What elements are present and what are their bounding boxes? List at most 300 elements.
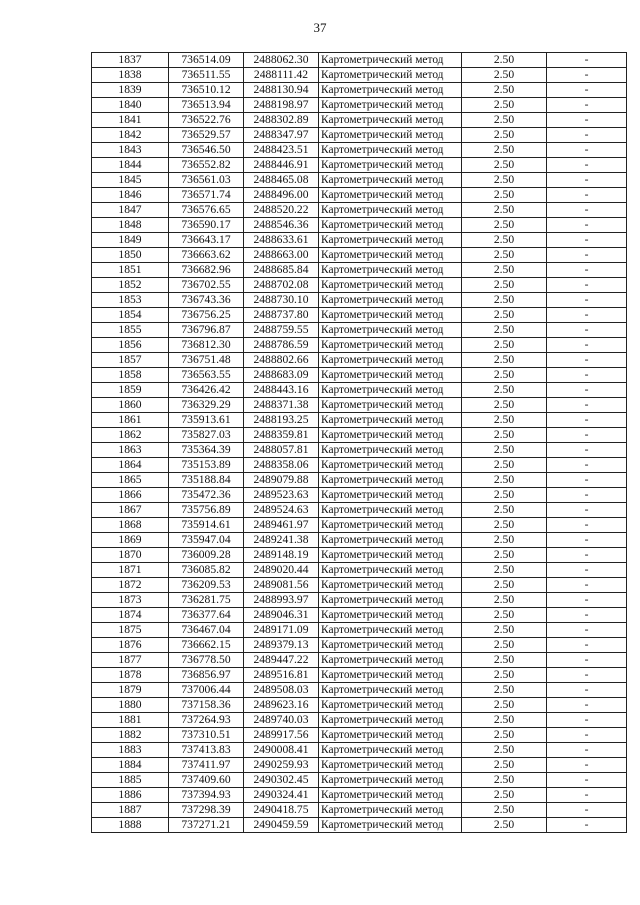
y-coordinate-cell: 2490324.41 xyxy=(244,788,319,803)
point-number-cell: 1841 xyxy=(92,113,169,128)
coordinates-table xyxy=(91,52,627,833)
y-coordinate-cell: 2488465.08 xyxy=(244,173,319,188)
table-row xyxy=(92,638,627,653)
point-number-cell: 1880 xyxy=(92,698,169,713)
table-row xyxy=(92,698,627,713)
table-row xyxy=(92,128,627,143)
y-coordinate-cell: 2488759.55 xyxy=(244,323,319,338)
y-coordinate-cell: 2488111.42 xyxy=(244,68,319,83)
table-row xyxy=(92,593,627,608)
table-row xyxy=(92,488,627,503)
y-coordinate-cell: 2488663.00 xyxy=(244,248,319,263)
x-coordinate-cell: 736513.94 xyxy=(169,98,244,113)
method-cell: Картометрический метод xyxy=(319,593,462,608)
method-cell: Картометрический метод xyxy=(319,683,462,698)
table-row xyxy=(92,398,627,413)
y-coordinate-cell: 2488198.97 xyxy=(244,98,319,113)
x-coordinate-cell: 736377.64 xyxy=(169,608,244,623)
table-row xyxy=(92,713,627,728)
note-cell: - xyxy=(547,773,627,788)
x-coordinate-cell: 736510.12 xyxy=(169,83,244,98)
accuracy-cell: 2.50 xyxy=(462,788,547,803)
x-coordinate-cell: 736563.55 xyxy=(169,368,244,383)
table-row xyxy=(92,518,627,533)
y-coordinate-cell: 2489461.97 xyxy=(244,518,319,533)
point-number-cell: 1866 xyxy=(92,488,169,503)
table-row xyxy=(92,293,627,308)
method-cell: Картометрический метод xyxy=(319,353,462,368)
method-cell: Картометрический метод xyxy=(319,203,462,218)
accuracy-cell: 2.50 xyxy=(462,458,547,473)
point-number-cell: 1848 xyxy=(92,218,169,233)
note-cell: - xyxy=(547,788,627,803)
point-number-cell: 1838 xyxy=(92,68,169,83)
note-cell: - xyxy=(547,653,627,668)
x-coordinate-cell: 735827.03 xyxy=(169,428,244,443)
y-coordinate-cell: 2488359.81 xyxy=(244,428,319,443)
point-number-cell: 1863 xyxy=(92,443,169,458)
method-cell: Картометрический метод xyxy=(319,233,462,248)
note-cell: - xyxy=(547,143,627,158)
accuracy-cell: 2.50 xyxy=(462,608,547,623)
note-cell: - xyxy=(547,173,627,188)
y-coordinate-cell: 2490259.93 xyxy=(244,758,319,773)
point-number-cell: 1855 xyxy=(92,323,169,338)
y-coordinate-cell: 2488737.80 xyxy=(244,308,319,323)
note-cell: - xyxy=(547,203,627,218)
method-cell: Картометрический метод xyxy=(319,113,462,128)
note-cell: - xyxy=(547,248,627,263)
accuracy-cell: 2.50 xyxy=(462,503,547,518)
note-cell: - xyxy=(547,578,627,593)
table-row xyxy=(92,743,627,758)
x-coordinate-cell: 737158.36 xyxy=(169,698,244,713)
x-coordinate-cell: 736778.50 xyxy=(169,653,244,668)
table-row xyxy=(92,338,627,353)
y-coordinate-cell: 2489081.56 xyxy=(244,578,319,593)
table-row xyxy=(92,683,627,698)
table-row xyxy=(92,818,627,833)
x-coordinate-cell: 736522.76 xyxy=(169,113,244,128)
x-coordinate-cell: 736467.04 xyxy=(169,623,244,638)
accuracy-cell: 2.50 xyxy=(462,533,547,548)
table-row xyxy=(92,458,627,473)
note-cell: - xyxy=(547,563,627,578)
y-coordinate-cell: 2488193.25 xyxy=(244,413,319,428)
point-number-cell: 1871 xyxy=(92,563,169,578)
point-number-cell: 1860 xyxy=(92,398,169,413)
y-coordinate-cell: 2489447.22 xyxy=(244,653,319,668)
x-coordinate-cell: 737413.83 xyxy=(169,743,244,758)
accuracy-cell: 2.50 xyxy=(462,353,547,368)
x-coordinate-cell: 736576.65 xyxy=(169,203,244,218)
method-cell: Картометрический метод xyxy=(319,413,462,428)
method-cell: Картометрический метод xyxy=(319,218,462,233)
y-coordinate-cell: 2489020.44 xyxy=(244,563,319,578)
method-cell: Картометрический метод xyxy=(319,458,462,473)
point-number-cell: 1856 xyxy=(92,338,169,353)
point-number-cell: 1884 xyxy=(92,758,169,773)
x-coordinate-cell: 737310.51 xyxy=(169,728,244,743)
accuracy-cell: 2.50 xyxy=(462,248,547,263)
note-cell: - xyxy=(547,668,627,683)
point-number-cell: 1885 xyxy=(92,773,169,788)
accuracy-cell: 2.50 xyxy=(462,413,547,428)
point-number-cell: 1879 xyxy=(92,683,169,698)
y-coordinate-cell: 2488371.38 xyxy=(244,398,319,413)
accuracy-cell: 2.50 xyxy=(462,593,547,608)
method-cell: Картометрический метод xyxy=(319,578,462,593)
table-row xyxy=(92,143,627,158)
x-coordinate-cell: 735913.61 xyxy=(169,413,244,428)
method-cell: Картометрический метод xyxy=(319,398,462,413)
note-cell: - xyxy=(547,743,627,758)
x-coordinate-cell: 736552.82 xyxy=(169,158,244,173)
point-number-cell: 1867 xyxy=(92,503,169,518)
accuracy-cell: 2.50 xyxy=(462,548,547,563)
point-number-cell: 1864 xyxy=(92,458,169,473)
method-cell: Картометрический метод xyxy=(319,323,462,338)
note-cell: - xyxy=(547,338,627,353)
y-coordinate-cell: 2489917.56 xyxy=(244,728,319,743)
x-coordinate-cell: 736426.42 xyxy=(169,383,244,398)
table-row xyxy=(92,113,627,128)
method-cell: Картометрический метод xyxy=(319,383,462,398)
accuracy-cell: 2.50 xyxy=(462,188,547,203)
note-cell: - xyxy=(547,758,627,773)
method-cell: Картометрический метод xyxy=(319,698,462,713)
x-coordinate-cell: 736529.57 xyxy=(169,128,244,143)
y-coordinate-cell: 2489516.81 xyxy=(244,668,319,683)
table-row xyxy=(92,413,627,428)
method-cell: Картометрический метод xyxy=(319,488,462,503)
method-cell: Картометрический метод xyxy=(319,68,462,83)
note-cell: - xyxy=(547,53,627,68)
note-cell: - xyxy=(547,803,627,818)
x-coordinate-cell: 736643.17 xyxy=(169,233,244,248)
accuracy-cell: 2.50 xyxy=(462,683,547,698)
accuracy-cell: 2.50 xyxy=(462,368,547,383)
x-coordinate-cell: 735914.61 xyxy=(169,518,244,533)
y-coordinate-cell: 2489623.16 xyxy=(244,698,319,713)
accuracy-cell: 2.50 xyxy=(462,473,547,488)
table-row xyxy=(92,578,627,593)
x-coordinate-cell: 736663.62 xyxy=(169,248,244,263)
y-coordinate-cell: 2488423.51 xyxy=(244,143,319,158)
note-cell: - xyxy=(547,323,627,338)
accuracy-cell: 2.50 xyxy=(462,638,547,653)
y-coordinate-cell: 2489241.38 xyxy=(244,533,319,548)
x-coordinate-cell: 736329.29 xyxy=(169,398,244,413)
accuracy-cell: 2.50 xyxy=(462,308,547,323)
method-cell: Картометрический метод xyxy=(319,98,462,113)
accuracy-cell: 2.50 xyxy=(462,758,547,773)
y-coordinate-cell: 2488802.66 xyxy=(244,353,319,368)
accuracy-cell: 2.50 xyxy=(462,68,547,83)
table-row xyxy=(92,83,627,98)
table-row xyxy=(92,473,627,488)
note-cell: - xyxy=(547,158,627,173)
accuracy-cell: 2.50 xyxy=(462,53,547,68)
point-number-cell: 1882 xyxy=(92,728,169,743)
note-cell: - xyxy=(547,113,627,128)
accuracy-cell: 2.50 xyxy=(462,98,547,113)
table-row xyxy=(92,68,627,83)
accuracy-cell: 2.50 xyxy=(462,218,547,233)
x-coordinate-cell: 736812.30 xyxy=(169,338,244,353)
table-row xyxy=(92,248,627,263)
point-number-cell: 1857 xyxy=(92,353,169,368)
y-coordinate-cell: 2490418.75 xyxy=(244,803,319,818)
table-row xyxy=(92,173,627,188)
table-row xyxy=(92,803,627,818)
x-coordinate-cell: 735188.84 xyxy=(169,473,244,488)
note-cell: - xyxy=(547,818,627,833)
method-cell: Картометрический метод xyxy=(319,263,462,278)
table-row xyxy=(92,368,627,383)
y-coordinate-cell: 2489079.88 xyxy=(244,473,319,488)
x-coordinate-cell: 737006.44 xyxy=(169,683,244,698)
note-cell: - xyxy=(547,128,627,143)
x-coordinate-cell: 737409.60 xyxy=(169,773,244,788)
accuracy-cell: 2.50 xyxy=(462,668,547,683)
point-number-cell: 1872 xyxy=(92,578,169,593)
accuracy-cell: 2.50 xyxy=(462,383,547,398)
accuracy-cell: 2.50 xyxy=(462,518,547,533)
table-row xyxy=(92,443,627,458)
method-cell: Картометрический метод xyxy=(319,188,462,203)
point-number-cell: 1850 xyxy=(92,248,169,263)
y-coordinate-cell: 2489379.13 xyxy=(244,638,319,653)
accuracy-cell: 2.50 xyxy=(462,83,547,98)
method-cell: Картометрический метод xyxy=(319,368,462,383)
point-number-cell: 1852 xyxy=(92,278,169,293)
note-cell: - xyxy=(547,683,627,698)
accuracy-cell: 2.50 xyxy=(462,173,547,188)
y-coordinate-cell: 2488633.61 xyxy=(244,233,319,248)
table-row xyxy=(92,278,627,293)
accuracy-cell: 2.50 xyxy=(462,263,547,278)
point-number-cell: 1862 xyxy=(92,428,169,443)
note-cell: - xyxy=(547,638,627,653)
accuracy-cell: 2.50 xyxy=(462,428,547,443)
method-cell: Картометрический метод xyxy=(319,173,462,188)
x-coordinate-cell: 737271.21 xyxy=(169,818,244,833)
accuracy-cell: 2.50 xyxy=(462,743,547,758)
x-coordinate-cell: 736281.75 xyxy=(169,593,244,608)
point-number-cell: 1868 xyxy=(92,518,169,533)
method-cell: Картометрический метод xyxy=(319,128,462,143)
point-number-cell: 1851 xyxy=(92,263,169,278)
point-number-cell: 1837 xyxy=(92,53,169,68)
x-coordinate-cell: 736743.36 xyxy=(169,293,244,308)
method-cell: Картометрический метод xyxy=(319,773,462,788)
point-number-cell: 1869 xyxy=(92,533,169,548)
note-cell: - xyxy=(547,233,627,248)
y-coordinate-cell: 2488683.09 xyxy=(244,368,319,383)
table-row xyxy=(92,53,627,68)
x-coordinate-cell: 736756.25 xyxy=(169,308,244,323)
x-coordinate-cell: 736751.48 xyxy=(169,353,244,368)
note-cell: - xyxy=(547,413,627,428)
point-number-cell: 1847 xyxy=(92,203,169,218)
y-coordinate-cell: 2489171.09 xyxy=(244,623,319,638)
x-coordinate-cell: 736702.55 xyxy=(169,278,244,293)
table-row xyxy=(92,758,627,773)
x-coordinate-cell: 736546.50 xyxy=(169,143,244,158)
note-cell: - xyxy=(547,428,627,443)
note-cell: - xyxy=(547,188,627,203)
y-coordinate-cell: 2488302.89 xyxy=(244,113,319,128)
table-row xyxy=(92,788,627,803)
method-cell: Картометрический метод xyxy=(319,668,462,683)
x-coordinate-cell: 736571.74 xyxy=(169,188,244,203)
note-cell: - xyxy=(547,458,627,473)
accuracy-cell: 2.50 xyxy=(462,293,547,308)
method-cell: Картометрический метод xyxy=(319,563,462,578)
note-cell: - xyxy=(547,353,627,368)
table-row xyxy=(92,383,627,398)
x-coordinate-cell: 737394.93 xyxy=(169,788,244,803)
y-coordinate-cell: 2488057.81 xyxy=(244,443,319,458)
y-coordinate-cell: 2489523.63 xyxy=(244,488,319,503)
y-coordinate-cell: 2488685.84 xyxy=(244,263,319,278)
point-number-cell: 1876 xyxy=(92,638,169,653)
x-coordinate-cell: 736590.17 xyxy=(169,218,244,233)
accuracy-cell: 2.50 xyxy=(462,143,547,158)
y-coordinate-cell: 2488496.00 xyxy=(244,188,319,203)
x-coordinate-cell: 736662.15 xyxy=(169,638,244,653)
y-coordinate-cell: 2488702.08 xyxy=(244,278,319,293)
method-cell: Картометрический метод xyxy=(319,818,462,833)
table-row xyxy=(92,188,627,203)
y-coordinate-cell: 2488358.06 xyxy=(244,458,319,473)
accuracy-cell: 2.50 xyxy=(462,113,547,128)
point-number-cell: 1842 xyxy=(92,128,169,143)
note-cell: - xyxy=(547,503,627,518)
point-number-cell: 1839 xyxy=(92,83,169,98)
method-cell: Картометрический метод xyxy=(319,803,462,818)
y-coordinate-cell: 2489148.19 xyxy=(244,548,319,563)
accuracy-cell: 2.50 xyxy=(462,338,547,353)
method-cell: Картометрический метод xyxy=(319,608,462,623)
accuracy-cell: 2.50 xyxy=(462,578,547,593)
note-cell: - xyxy=(547,368,627,383)
point-number-cell: 1865 xyxy=(92,473,169,488)
accuracy-cell: 2.50 xyxy=(462,773,547,788)
accuracy-cell: 2.50 xyxy=(462,233,547,248)
note-cell: - xyxy=(547,698,627,713)
accuracy-cell: 2.50 xyxy=(462,698,547,713)
y-coordinate-cell: 2488993.97 xyxy=(244,593,319,608)
table-row xyxy=(92,548,627,563)
y-coordinate-cell: 2489508.03 xyxy=(244,683,319,698)
note-cell: - xyxy=(547,218,627,233)
point-number-cell: 1846 xyxy=(92,188,169,203)
x-coordinate-cell: 736682.96 xyxy=(169,263,244,278)
note-cell: - xyxy=(547,443,627,458)
method-cell: Картометрический метод xyxy=(319,743,462,758)
point-number-cell: 1881 xyxy=(92,713,169,728)
note-cell: - xyxy=(547,83,627,98)
point-number-cell: 1849 xyxy=(92,233,169,248)
method-cell: Картометрический метод xyxy=(319,518,462,533)
point-number-cell: 1883 xyxy=(92,743,169,758)
y-coordinate-cell: 2489740.03 xyxy=(244,713,319,728)
x-coordinate-cell: 736796.87 xyxy=(169,323,244,338)
accuracy-cell: 2.50 xyxy=(462,728,547,743)
accuracy-cell: 2.50 xyxy=(462,818,547,833)
x-coordinate-cell: 736009.28 xyxy=(169,548,244,563)
table-row xyxy=(92,533,627,548)
method-cell: Картометрический метод xyxy=(319,158,462,173)
accuracy-cell: 2.50 xyxy=(462,278,547,293)
accuracy-cell: 2.50 xyxy=(462,128,547,143)
point-number-cell: 1845 xyxy=(92,173,169,188)
x-coordinate-cell: 736561.03 xyxy=(169,173,244,188)
point-number-cell: 1853 xyxy=(92,293,169,308)
accuracy-cell: 2.50 xyxy=(462,803,547,818)
point-number-cell: 1886 xyxy=(92,788,169,803)
table-row xyxy=(92,323,627,338)
y-coordinate-cell: 2490302.45 xyxy=(244,773,319,788)
note-cell: - xyxy=(547,713,627,728)
y-coordinate-cell: 2488443.16 xyxy=(244,383,319,398)
note-cell: - xyxy=(547,278,627,293)
note-cell: - xyxy=(547,398,627,413)
method-cell: Картометрический метод xyxy=(319,473,462,488)
table-row xyxy=(92,503,627,518)
note-cell: - xyxy=(547,383,627,398)
point-number-cell: 1888 xyxy=(92,818,169,833)
y-coordinate-cell: 2488546.36 xyxy=(244,218,319,233)
note-cell: - xyxy=(547,623,627,638)
y-coordinate-cell: 2490459.59 xyxy=(244,818,319,833)
x-coordinate-cell: 736514.09 xyxy=(169,53,244,68)
point-number-cell: 1887 xyxy=(92,803,169,818)
method-cell: Картометрический метод xyxy=(319,728,462,743)
x-coordinate-cell: 737298.39 xyxy=(169,803,244,818)
x-coordinate-cell: 736511.55 xyxy=(169,68,244,83)
accuracy-cell: 2.50 xyxy=(462,158,547,173)
table-row xyxy=(92,668,627,683)
table-row xyxy=(92,623,627,638)
y-coordinate-cell: 2488730.10 xyxy=(244,293,319,308)
point-number-cell: 1843 xyxy=(92,143,169,158)
y-coordinate-cell: 2488446.91 xyxy=(244,158,319,173)
note-cell: - xyxy=(547,98,627,113)
accuracy-cell: 2.50 xyxy=(462,203,547,218)
note-cell: - xyxy=(547,728,627,743)
note-cell: - xyxy=(547,593,627,608)
method-cell: Картометрический метод xyxy=(319,308,462,323)
note-cell: - xyxy=(547,488,627,503)
y-coordinate-cell: 2489524.63 xyxy=(244,503,319,518)
method-cell: Картометрический метод xyxy=(319,53,462,68)
accuracy-cell: 2.50 xyxy=(462,443,547,458)
point-number-cell: 1875 xyxy=(92,623,169,638)
point-number-cell: 1859 xyxy=(92,383,169,398)
table-row xyxy=(92,233,627,248)
table-row xyxy=(92,653,627,668)
method-cell: Картометрический метод xyxy=(319,143,462,158)
y-coordinate-cell: 2488347.97 xyxy=(244,128,319,143)
x-coordinate-cell: 735756.89 xyxy=(169,503,244,518)
table-row xyxy=(92,428,627,443)
point-number-cell: 1878 xyxy=(92,668,169,683)
table-row xyxy=(92,563,627,578)
y-coordinate-cell: 2488130.94 xyxy=(244,83,319,98)
